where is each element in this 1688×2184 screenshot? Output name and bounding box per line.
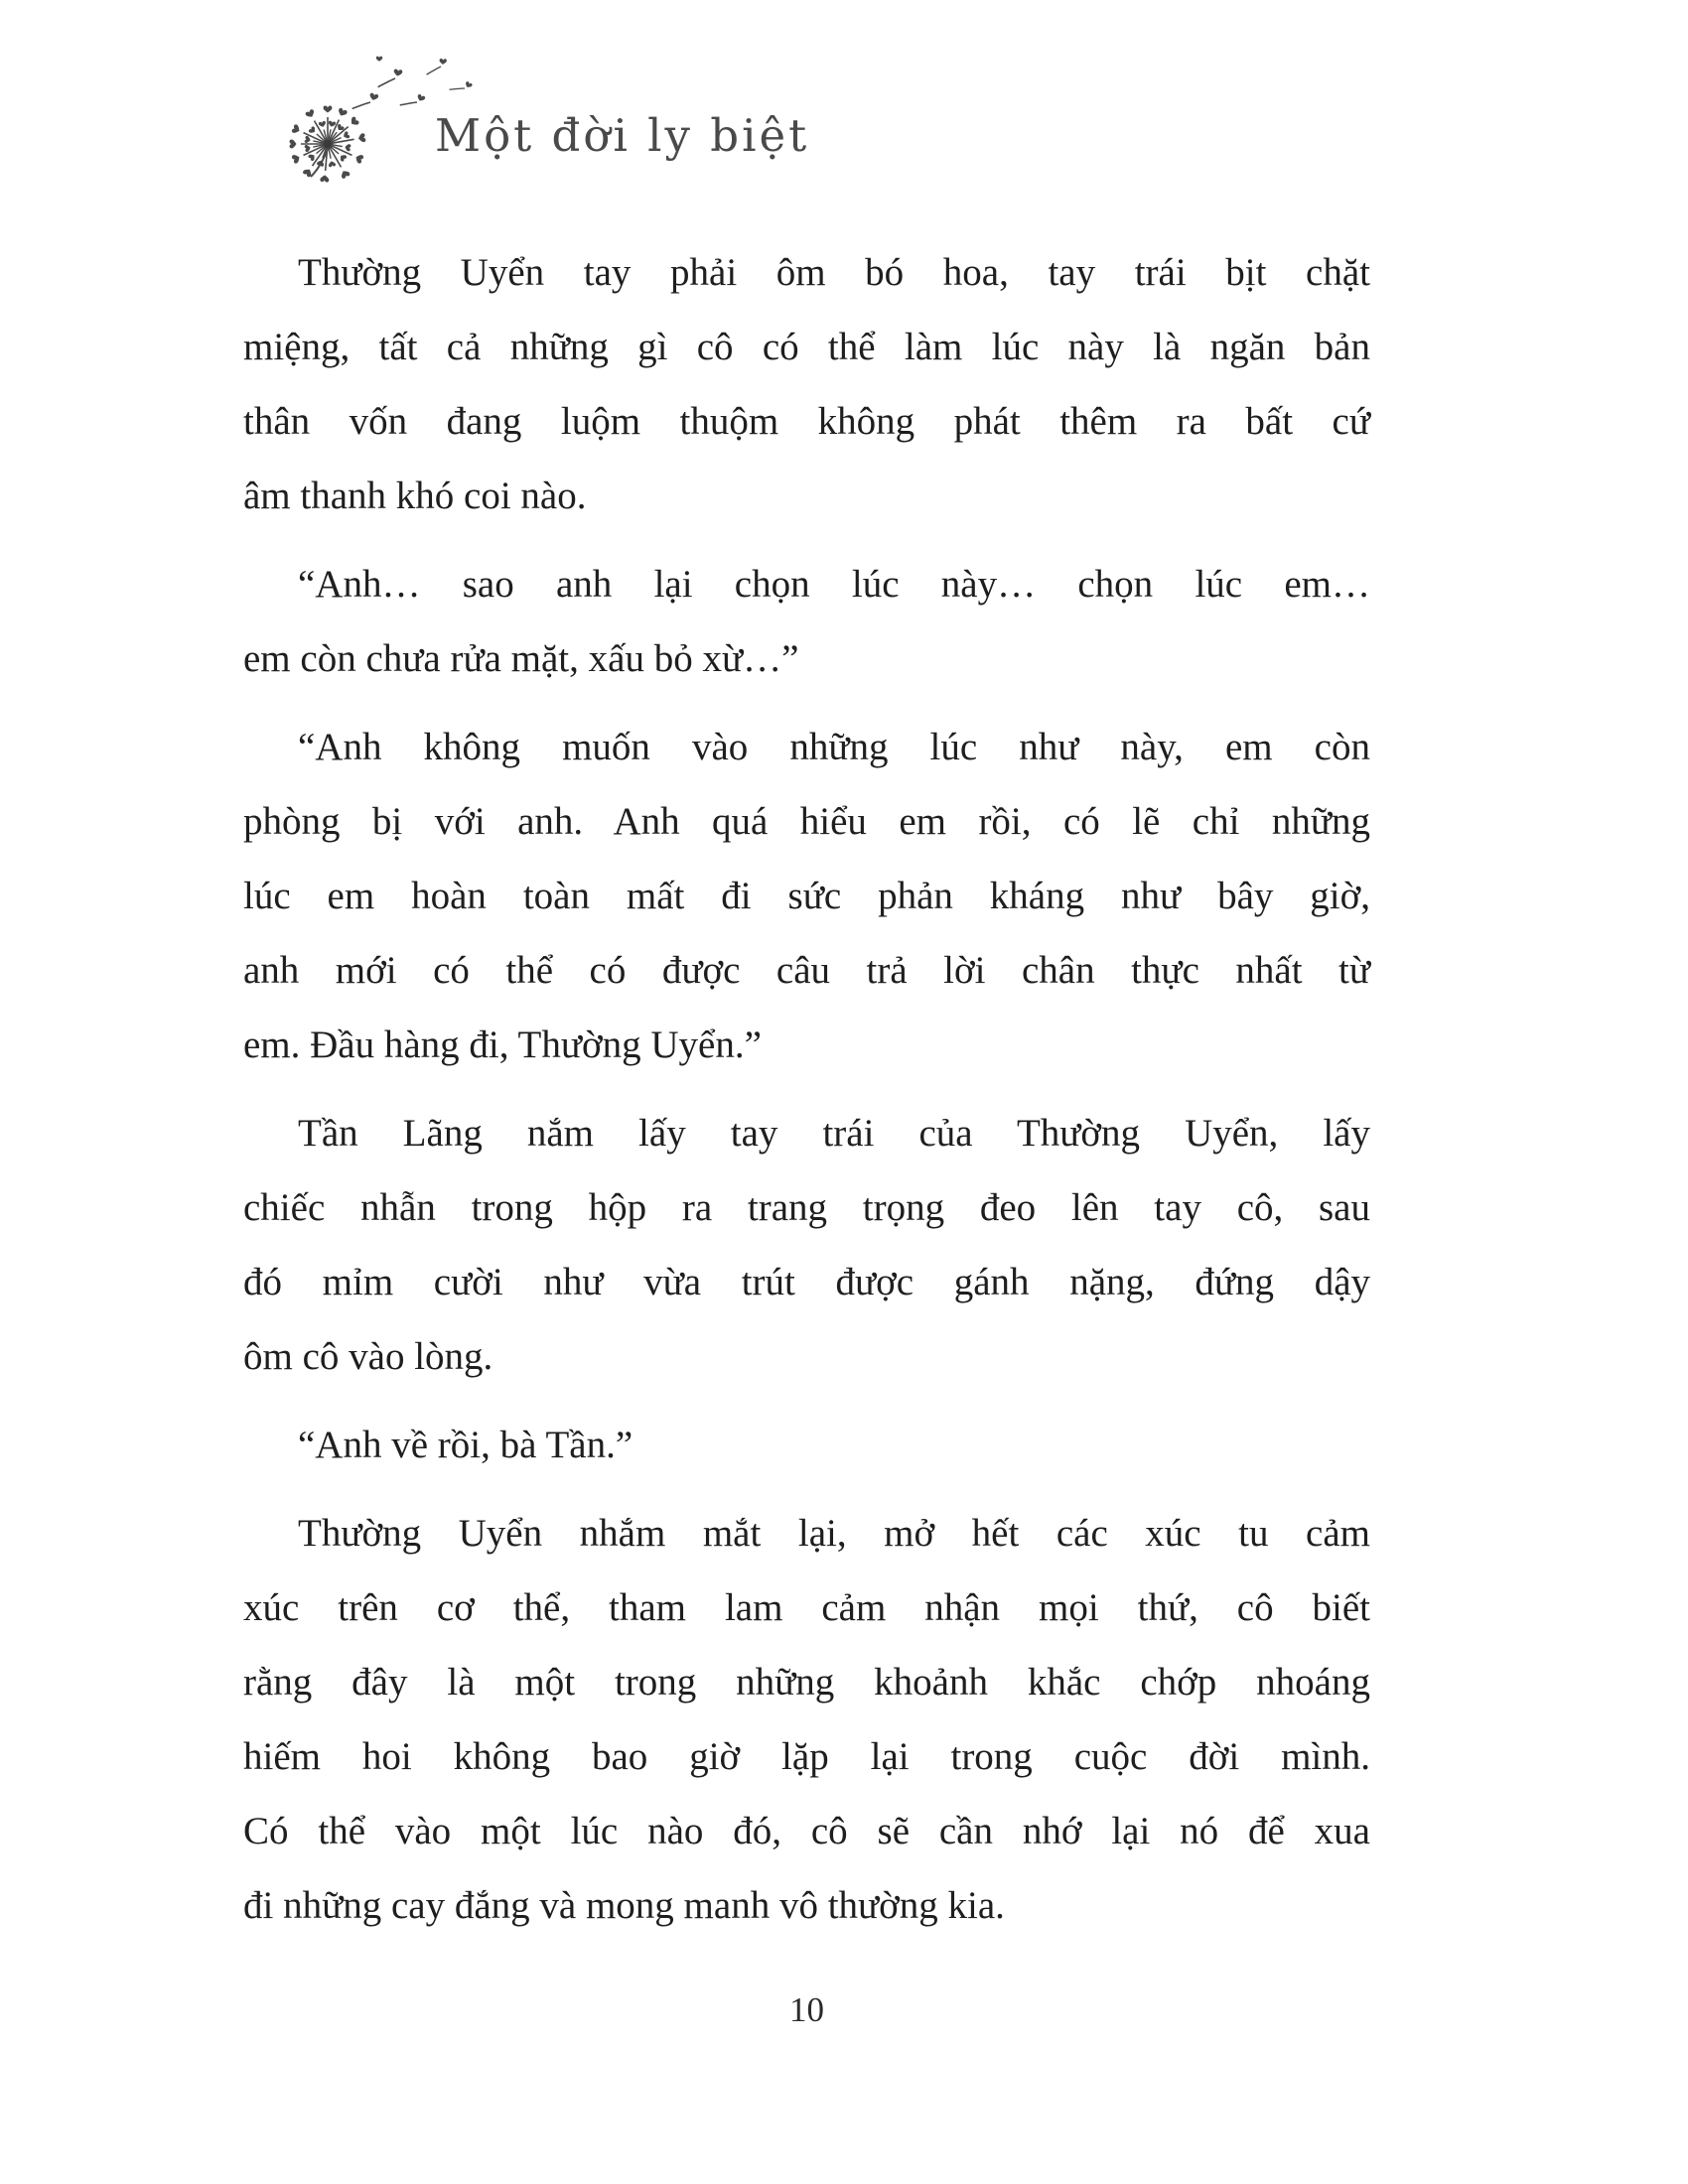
paragraph-line: anh mới có thể có được câu trả lời chân thực nhất từ <box>243 949 1370 992</box>
paragraph-line: ôm cô vào lòng. <box>243 1335 493 1378</box>
paragraph-line: phòng bị với anh. Anh quá hiểu em rồi, có lẽ chỉ những <box>243 800 1370 843</box>
paragraph-line: em. Đầu hàng đi, Thường Uyển.” <box>243 1024 762 1066</box>
paragraph-line: thân vốn đang luộm thuộm không phát thêm ra bất cứ <box>243 400 1370 443</box>
paragraph-line: chiếc nhẫn trong hộp ra trang trọng đeo lên tay cô, sau <box>243 1186 1370 1229</box>
paragraph <box>243 1496 1370 1943</box>
paragraph-line: miệng, tất cả những gì cô có thể làm lúc này là ngăn bản <box>243 326 1370 368</box>
paragraph-line: Thường Uyển tay phải ôm bó hoa, tay trái bịt chặt <box>298 251 1370 294</box>
paragraph-line: Thường Uyển nhắm mắt lại, mở hết các xúc tu cảm <box>298 1512 1370 1555</box>
running-head-title: Một đời ly biệt <box>435 109 810 162</box>
paragraph <box>243 1096 1370 1394</box>
paragraph-line: Tần Lãng nắm lấy tay trái của Thường Uyển, lấy <box>298 1112 1370 1155</box>
paragraph-line: đi những cay đắng và mong manh vô thường kia. <box>243 1884 1005 1927</box>
paragraph <box>243 547 1370 696</box>
paragraph-line: “Anh… sao anh lại chọn lúc này… chọn lúc em… <box>298 563 1370 606</box>
paragraph-line: Có thể vào một lúc nào đó, cô sẽ cần nhớ lại nó để xua <box>243 1810 1370 1852</box>
paragraph-line: em còn chưa rửa mặt, xấu bỏ xừ…” <box>243 637 799 680</box>
paragraph-line: lúc em hoàn toàn mất đi sức phản kháng như bây giờ, <box>243 875 1370 917</box>
paragraph-line: xúc trên cơ thể, tham lam cảm nhận mọi thứ, cô biết <box>243 1586 1370 1629</box>
paragraph-line: âm thanh khó coi nào. <box>243 475 587 517</box>
paragraph-line: “Anh về rồi, bà Tần.” <box>298 1424 633 1466</box>
paragraph-line: rằng đây là một trong những khoảnh khắc chớp nhoáng <box>243 1661 1370 1704</box>
paragraph-line: hiếm hoi không bao giờ lặp lại trong cuộc đời mình. <box>243 1735 1370 1778</box>
paragraph <box>243 235 1370 533</box>
paragraph-line: “Anh không muốn vào những lúc như này, em còn <box>298 726 1370 768</box>
text-block <box>243 235 1370 1957</box>
paragraph <box>243 1408 1370 1482</box>
paragraph <box>243 710 1370 1082</box>
paragraph-line: đó mỉm cười như vừa trút được gánh nặng, đứng dậy <box>243 1261 1370 1303</box>
page-number: 10 <box>789 1990 824 2029</box>
